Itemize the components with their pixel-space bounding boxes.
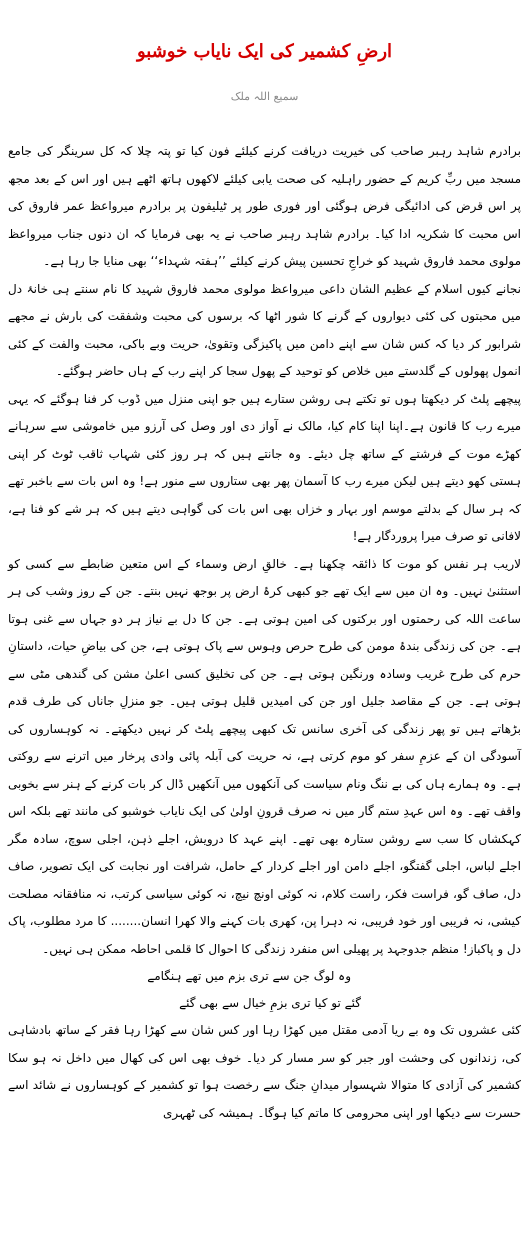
author-byline: سمیع اللہ ملک: [230, 90, 299, 103]
paragraph-closing: کئی عشروں تک وہ بے ریا آدمی مقتل میں کھڑا رہا اور کس شان سے کھڑا رہا فقر کے ساتھ بادشاہی کی، زندانوں کی وحشت اور جبر کو سر مسار کر دیا۔ خوف بھی اس کی کھال میں داخل نہ ہو سکا کشمیر کی آزادی کا متوالا شہسوار میدانِ جنگ سے رخصت ہوا تو کشمیر کے کوہساروں نے شائد اسے حسرت سے دیکھا اور اپنی محرومی کا ماتم کیا ہوگا۔ ہمیشہ کی ٹھہری: [8, 1023, 521, 1120]
paragraph-1: برادرم شاہد رہبر صاحب کی خیریت دریافت کرنے کیلئے فون کیا تو پتہ چلا کہ کل سرینگر کی جامع مسجد میں ربِّ کریم کے حضور راہلیہ کی صحت یابی کیلئے لاکھوں ہاتھ اٹھے ہیں اور اس کے بعد مجھ پر اس قرض کی ادائیگی فرض ہوگئی اور فوری طور پر ٹیلیفون پر برادرم میرواعظ عمر فاروق کی اس محبت کا شکریہ ادا کیا۔ برادرم شاہد رہبر صاحب نے یہ بھی فرمایا کہ ان دنوں جناب میرواعظ مولوی محمد فاروق شہید کو خراجِ تحسین پیش کرنے کیلئے ’’ہفتہ شہداء‘‘ بھی منایا جا رہا ہے۔: [8, 144, 521, 268]
article-body: [8, 138, 521, 1127]
poem-line-2: گئے تو کیا تری بزمِ خیال سے بھی گئے: [179, 996, 361, 1010]
poem-line-1: وہ لوگ جن سے تری بزم میں تھے ہنگامے: [147, 969, 351, 983]
poem-couplet: [8, 963, 521, 1017]
article-title: ارضِ کشمیر کی ایک نایاب خوشبو: [136, 41, 393, 62]
paragraph-2: نجانے کیوں اسلام کے عظیم الشان داعی میرواعظ مولوی محمد فاروق شہید کا نام سنتے ہی خانۂ دل میں محبتوں کی کئی دیواروں کے گرنے کا شور اٹھا کہ برسوں کی محبت وشفقت کی بارش نے مجھے شرابور کر دیا کہ کس شان سے اپنے دامن میں پاکیزگی وتقویٰ، حریت وبے باکی، محبت والفت کے کئی انمول پھولوں کے گلدستے میں خلاص کو توحید کے پھول سجا کر اپنے رب کے ہاں حاضر ہوگئے۔: [8, 281, 521, 378]
paragraph-3: پیچھے پلٹ کر دیکھتا ہوں تو تکتے ہی روشن ستارے ہیں جو اپنی منزل میں ڈوب کر فنا ہوگئے کہ یہی میرے رب کا قانون ہے۔اپنا اپنا کام کیا، مالک نے آواز دی اور وصل کی آرزو میں خاموشی سے سرہانے کھڑے موت کے فرشتے کے ساتھ چل دیئے۔ وہ جانتے ہیں کہ ہر روز کئی شہاب ثاقب ٹوٹ کر اپنی ہستی کھو دیتے ہیں لیکن میرے رب کا آسمان پھر بھی ستاروں سے منور ہے! وہ اس بات سے باخبر تھے کہ ہر سال کے بدلتے موسم اور بہار و خزاں بھی اس بات کی گواہی دیتے ہیں کہ ہر شے کو فنا ہے، لافانی تو صرف میرا پروردگار ہے!: [8, 391, 521, 543]
paragraph-4: لاریب ہر نفس کو موت کا ذائقہ چکھنا ہے۔ خالقِ ارض وسماء کے اس متعین ضابطے سے کسی کو استثنیٰ نہیں۔ وہ ان میں سے ایک تھے جو کبھی کرۂ ارض پر بوجھ نہیں بنتے۔ جن کے روز وشب کی ہر ساعت اللہ کی رحمتوں اور برکتوں کی امین ہوتی ہے۔ جن کا دل بے نیاز ہر دو جہاں سے غنی ہوتا ہے۔ جن کی زندگی بندۂ مومن کی طرح حرص وہوس سے پاک ہوتی ہے، جن کی بیاضِ حیات، داستانِ حرم کی طرح غریب وسادہ ورنگین ہوتی ہے۔ جن کی تخلیق کسی اعلیٰ مشن کی گندھی مٹی سے ہوتی ہے۔ جن کے مقاصد جلیل اور جن کی امیدیں قلیل ہوتی ہیں۔ جو منزلِ جاناں کی طرف قدم بڑھاتے ہیں تو پھر زندگی کی آخری سانس تک کبھی پیچھے پلٹ کر نہیں دیکھتے۔ نہ کوہساروں کی آسودگی ان کے عزمِ سفر کو موم کرتی ہے، نہ حریت کی آبلہ پائی وادی پرخار میں اترنے سے روکتی ہے۔ وہ ہمارے ہاں کی بے ننگ ونام سیاست کی آنکھوں میں آنکھیں ڈال کر بات کرنے کے ہنر سے بخوبی واقف تھے۔ وہ اس عہدِ ستم گار میں نہ صرف قرونِ اولیٰ کی ایک نایاب خوشبو کی مانند تھے بلکہ اس کہکشاں کا سب سے روشن ستارہ بھی تھے۔ اپنے عہد کا درویش، اجلے ذہن، اجلی سوچ، سادہ مگر اجلے لباس، اجلی گفتگو، اجلے دامن اور اجلے کردار کے حامل، شرافت اور نجابت کی ایک تصویر، صاف دل، صاف گو، فراست فکر، راست کلام، نہ کوئی اونچ نیچ، نہ کوئی سیاسی کرتب، نہ منافقانہ مصلحت کیشی، نہ فریبی اور خود فریبی، نہ دہرا پن، کھری بات کہنے والا کھرا انسان........ کا مرد مطلوب، پاک دل و پاکباز! منظم جدوجہد پر پھیلی اس منفرد زندگی کا احوال کا قلمی احاطہ ممکن ہی نہیں۔: [8, 556, 521, 956]
